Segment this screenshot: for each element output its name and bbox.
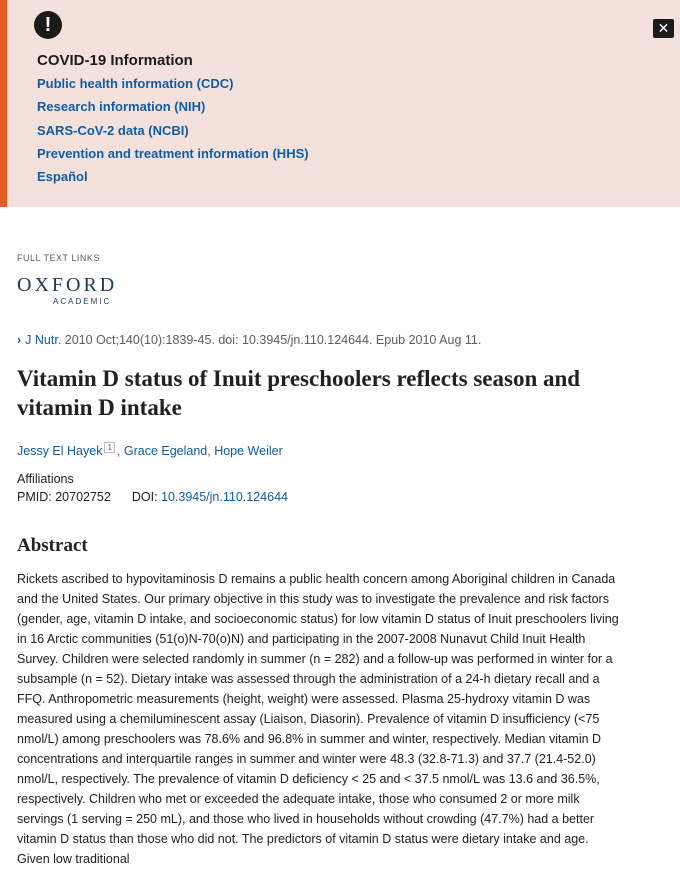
banner-title: COVID-19 Information <box>37 52 193 69</box>
abstract-text: Rickets ascribed to hypovitaminosis D remains a public health concern among Aboriginal children in Canada and the United States. Our primary objective in this study was to investigate the prevalence and risk factors (gender, age, vitamin D intake, and socioeconomic status) for low vitamin D status of Inuit preschoolers living in 16 Arctic communities (51(o)N-70(o)N) and participating in the 2007-2008 Nunavut Child Inuit Health Survey. Children were selected randomly in summer (n = 282) and a follow-up was performed in winter for a subsample (n = 52). Dietary intake was assessed through the administration of a 24-h dietary recall and a FFQ. Anthropometric measurements (height, weight) were assessed. Plasma 25-hydroxy vitamin D was measured using a chemiluminescent assay (Liaison, Diasorin). Prevalence of vitamin D insufficiency (<75 nmol/L) among preschoolers was 78.6% and 96.8% in summer and winter, respectively. Median vitamin D concentrations and interquartile ranges in summer and winter were 48.3 (32.8-71.3) and 37.7 (21.4-52.0) nmol/L, respectively. The prevalence of vitamin D deficiency < 25 and < 37.5 nmol/L was 13.6 and 36.5%, respectively. Children who met or exceeded the adequate intake, those who consumed 2 or more milk servings (1 serving = 250 mL), and those who lived in households without crowding (47.7%) had a better vitamin D status than those who did not. The predictors of vitamin D status were dietary intake and age. Given low traditional <box>17 572 619 866</box>
authors-list: Jessy El Hayek $^1$ , Grace Egeland, Hope Weiler <box>17 443 283 459</box>
author-link[interactable]: Grace Egeland <box>123 444 208 459</box>
author-link[interactable]: Jessy El Hayek <box>17 444 103 459</box>
link-cdc[interactable]: Public health information (CDC) <box>37 76 234 91</box>
citation <box>17 333 481 347</box>
affiliation-ref[interactable]: 1 <box>104 442 114 453</box>
exclamation-icon: ! <box>34 11 62 39</box>
full-text-links-label: FULL TEXT LINKS <box>17 253 100 263</box>
covid-banner <box>0 0 680 207</box>
article-ids <box>17 490 288 504</box>
publisher-main: OXFORD <box>17 274 118 296</box>
link-nih[interactable]: Research information (NIH) <box>37 99 206 115</box>
abstract-heading: Abstract <box>17 535 88 556</box>
affiliations-toggle[interactable]: Affiliations <box>17 472 74 486</box>
journal-link[interactable]: J Nutr. <box>25 333 62 347</box>
article-title: Vitamin D status of Inuit preschoolers reflects season and vitamin D intake <box>17 366 581 420</box>
link-espanol[interactable]: Español <box>37 169 88 185</box>
publisher-sub: ACADEMIC <box>53 297 112 306</box>
banner-links <box>37 76 309 192</box>
link-hhs[interactable]: Prevention and treatment information (HHS) <box>37 145 309 161</box>
oxford-academic-logo[interactable] <box>17 275 117 306</box>
doi-label: DOI: <box>131 490 158 504</box>
citation-details: 2010 Oct;140(10):1839-45. doi: 10.3945/jn.110.124644. Epub 2010 Aug 11. <box>64 333 482 347</box>
close-icon[interactable]: ✕ <box>653 19 674 38</box>
pmid-label: PMID: <box>17 490 52 504</box>
pmid-value: 20702752 <box>55 490 111 504</box>
author-link[interactable]: Hope Weiler <box>214 444 283 459</box>
doi-link[interactable]: 10.3945/jn.110.124644 <box>161 490 288 504</box>
link-ncbi[interactable]: SARS-CoV-2 data (NCBI) <box>37 122 189 138</box>
chevron-right-icon: › <box>17 333 22 347</box>
